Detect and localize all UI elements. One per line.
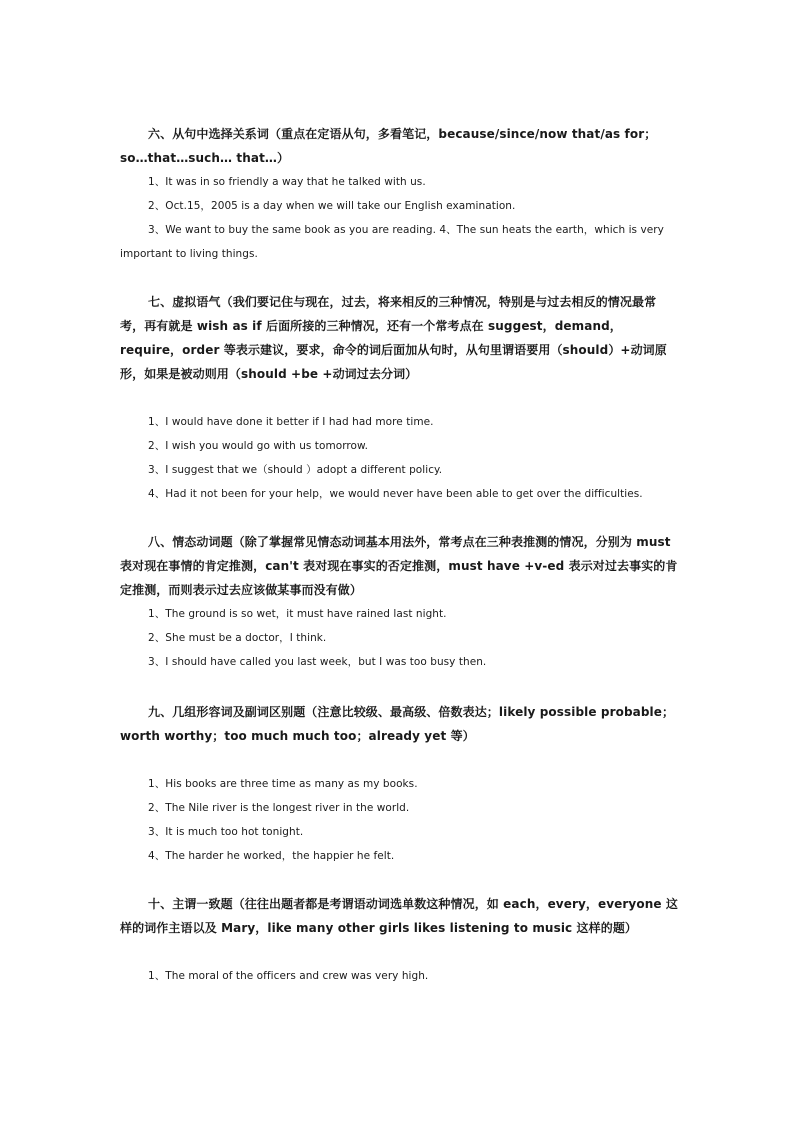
section-heading: 七、虚拟语气（我们要记住与现在，过去，将来相反的三种情况，特别是与过去相反的情况最常考，再有就是 wish as if 后面所接的三种情况，还有一个常考点在 suggest，demand，require，order 等表示建议，要求，命令的词后面加从句时，从句里谓语要用（should）+动词原形，如果是被动则用（should +be +动词过去分词） [120,295,667,381]
example-list [120,772,680,868]
example-sentence: 1、The moral of the officers and crew was very high. [148,970,429,982]
section-heading: 九、几组形容词及副词区别题（注意比较级、最高级、倍数表达；likely possible probable；worth worthy；too much much too；already yet 等） [120,705,675,743]
example-sentence: 3、I should have called you last week，but I was too busy then. [148,656,487,668]
example-sentence: 2、Oct.15，2005 is a day when we will take our English examination. [148,200,516,212]
section-relative-clauses [120,122,680,266]
example-list [120,170,680,266]
section-heading: 八、情态动词题（除了掌握常见情态动词基本用法外，常考点在三种表推测的情况，分别为 must 表对现在事情的肯定推测，can't 表对现在事实的否定推测，must have +v-ed 表示对过去事实的肯定推测，而则表示过去应该做某事而没有做） [120,535,678,597]
section-subject-verb-agreement [120,892,680,988]
example-sentence: 2、She must be a doctor，I think. [148,632,327,644]
example-sentence: 2、The Nile river is the longest river in the world. [148,802,410,814]
example-sentence: 1、His books are three time as many as my books. [148,778,418,790]
example-sentence: 3、We want to buy the same book as you are reading. 4、The sun heats the earth，which is very important to living things. [120,224,664,260]
example-list [120,410,680,506]
spacer [120,940,680,964]
example-sentence: 1、It was in so friendly a way that he talked with us. [148,176,426,188]
example-sentence: 3、I suggest that we（should ）adopt a different policy. [148,464,443,476]
section-adjectives-adverbs [120,700,680,868]
example-sentence: 4、The harder he worked，the happier he felt. [148,850,395,862]
example-sentence: 3、It is much too hot tonight. [148,826,304,838]
section-heading: 六、从句中选择关系词（重点在定语从句，多看笔记，because/since/now that/as for；so…that…such… that…） [120,127,657,165]
spacer [120,748,680,772]
example-sentence: 1、I would have done it better if I had had more time. [148,416,434,428]
section-modal-verbs [120,530,680,674]
example-sentence: 4、Had it not been for your help，we would never have been able to get over the difficulties. [148,488,643,500]
section-heading: 十、主谓一致题（往往出题者都是考谓语动词选单数这种情况，如 each，every，everyone 这样的词作主语以及 Mary，like many other girls likes listening to music 这样的题） [120,897,678,935]
example-list [120,964,680,988]
section-subjunctive [120,290,680,506]
spacer [120,386,680,410]
example-sentence: 1、The ground is so wet，it must have rained last night. [148,608,447,620]
example-list [120,602,680,674]
example-sentence: 2、I wish you would go with us tomorrow. [148,440,369,452]
